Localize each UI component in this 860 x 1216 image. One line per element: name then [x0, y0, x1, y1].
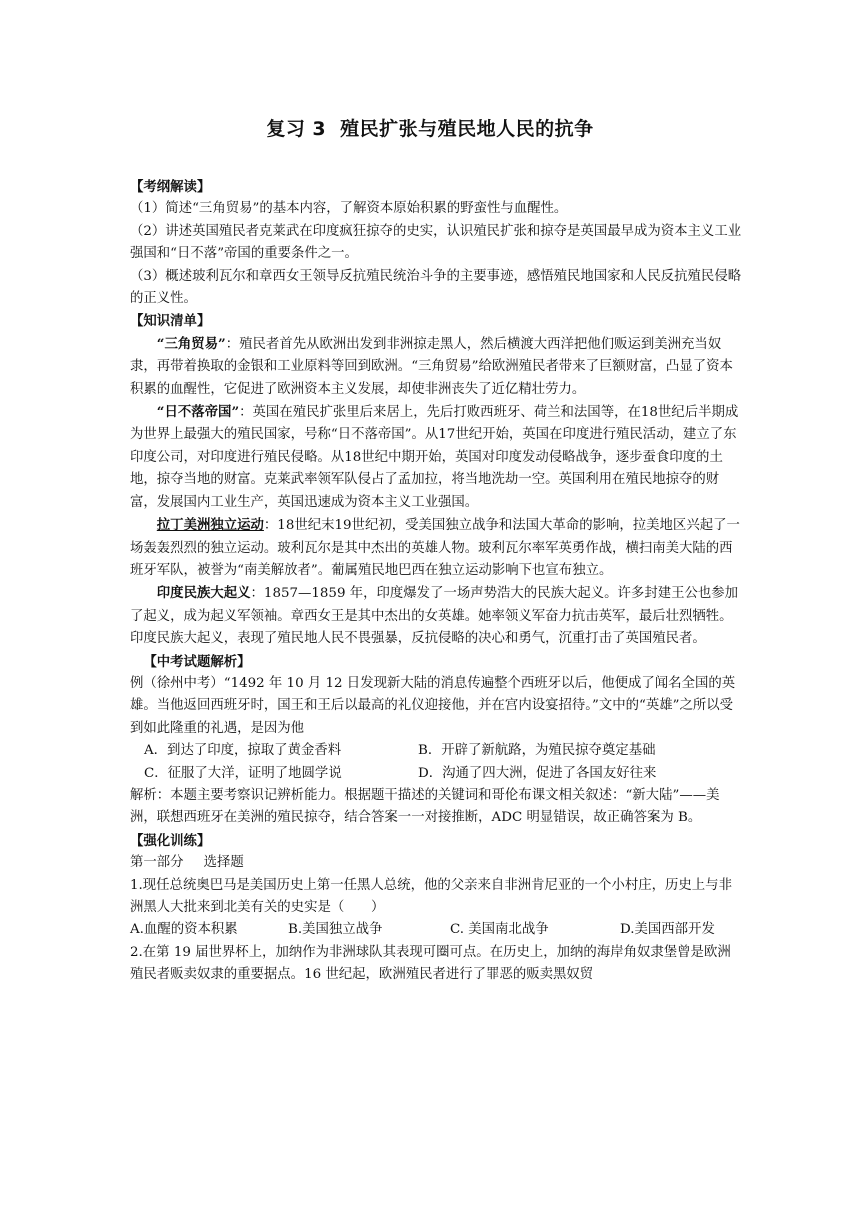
knowledge-term: “日不落帝国”: [156, 404, 240, 421]
option-c: C．征服了大洋，证明了地圆学说: [144, 765, 342, 781]
part-name: 选择题: [203, 855, 244, 871]
section-heading-zhishi: 【知识清单】: [130, 313, 211, 330]
option-row: [130, 740, 742, 762]
knowledge-text: ：1857—1859 年，印度爆发了一场声势浩大的民族大起义。许多封建王公也参加了起义，成为起义军领袖。章西女王是其中杰出的女英雄。她率领义军奋力抗击英军，最后壮烈牺牲。印度民族大起义，表现了殖民地人民不畏强暴，反抗侵略的决心和勇气，沉重打击了英国殖民者。: [130, 586, 739, 647]
part-number: 第一部分: [130, 855, 184, 871]
option-d: D.美国西部开发: [620, 922, 715, 938]
title-text: 殖民扩张与殖民地人民的抗争: [340, 118, 594, 140]
section-heading-qianghua: 【强化训练】: [130, 832, 211, 849]
knowledge-entry: [130, 582, 742, 650]
knowledge-term: 拉丁美洲独立运动: [156, 517, 264, 534]
option-c: C. 美国南北战争: [450, 922, 549, 938]
page-title: [0, 114, 860, 141]
kaogang-item: （2）讲述英国殖民者克莱武在印度疯狂掠夺的史实，认识殖民扩张和掠夺是英国最早成为资本主义工业强国和“日不落”帝国的重要条件之一。: [130, 223, 742, 262]
knowledge-text: ：英国在殖民扩张里后来居上，先后打败西班牙、荷兰和法国等，在18世纪后半期成为世界上最强大的殖民国家，号称“日不落帝国”。从17世纪开始，英国在印度进行殖民活动，建立了东印度公司，对印度进行殖民侵略。从18世纪中期开始，英国对印度发动侵略战争，逐步蚕食印度的土地，掠夺当地的财富。克莱武率领军队侵占了孟加拉，将当地洗劫一空。英国利用在殖民地掠夺的财富，发展国内工业生产，英国迅速成为资本主义工业强国。: [130, 405, 739, 510]
section-heading-kaogang: 【考纲解读】: [130, 179, 211, 195]
kaogang-item: （1）简述“三角贸易”的基本内容，了解资本原始积累的野蛮性与血醒性。: [130, 201, 568, 217]
knowledge-term: “三角贸易”: [156, 335, 226, 352]
exam-question: 例（徐州中考）“1492 年 10 月 12 日发现新大陆的消息传遍整个西班牙以后，他便成了闻名全国的英雄。当他返回西班牙时，国王和王后以最高的礼仪迎接他，并在宫内设宴招待。”文中的“英雄”之所以受到如此隆重的礼遇，是因为他: [130, 675, 736, 736]
option-row: [130, 763, 742, 785]
knowledge-entry: [130, 401, 742, 514]
part-label: [130, 852, 742, 874]
option-d: D．沟通了四大洲，促进了各国友好往来: [418, 765, 657, 781]
knowledge-entry: [130, 333, 742, 401]
knowledge-term: 印度民族大起义: [156, 585, 251, 602]
knowledge-entry: [130, 514, 742, 582]
option-a: A．到达了印度，掠取了黄金香料: [144, 743, 342, 759]
kaogang-item: （3）概述玻利瓦尔和章西女王领导反抗殖民统治斗争的主要事迹，感悟殖民地国家和人民反抗殖民侵略的正义性。: [130, 268, 742, 307]
option-b: B．开辟了新航路，为殖民掠夺奠定基础: [418, 743, 656, 759]
knowledge-text: ：殖民者首先从欧洲出发到非洲掠走黑人，然后横渡大西洋把他们贩运到美洲充当奴隶，再带着换取的金银和工业原料等回到欧洲。“三角贸易”给欧洲殖民者带来了巨额财富，凸显了资本积累的血醒性，它促进了欧洲资本主义发展，却使非洲丧失了近亿精壮劳力。: [130, 336, 733, 397]
exam-analysis: 解析：本题主要考察识记辨析能力。根据题干描述的关键词和哥伦布课文相关叙述：“新大陆”——美洲，联想西班牙在美洲的殖民掠夺，结合答案一一对接推断，ADC 明显错误，故正确答案为 B。: [130, 787, 720, 826]
practice-question-1: 1.现任总统奥巴马是美国历史上第一任黑人总统，他的父亲来自非洲肯尼亚的一个小村庄，历史上与非洲黑人大批来到北美有关的史实是（ ）: [130, 877, 732, 915]
document-body: [130, 176, 742, 987]
option-b: B.美国独立战争: [288, 922, 383, 938]
knowledge-text: ：18世纪末19世纪初，受美国独立战争和法国大革命的影响，拉美地区兴起了一场轰轰烈烈的独立运动。玻利瓦尔是其中杰出的英雄人物。玻利瓦尔率军英勇作战，横扫南美大陆的西班牙军队，被誉为“南美解放者”。葡属殖民地巴西在独立运动影响下也宣布独立。: [130, 518, 740, 578]
section-heading-zhongkao: 【中考试题解析】: [143, 653, 251, 670]
option-a: A.血醒的资本积累: [130, 922, 238, 938]
practice-question-2: 2.在第 19 届世界杯上，加纳作为非洲球队其表现可圈可点。在历史上，加纳的海岸角奴隶堡曾是欧洲殖民者贩卖奴隶的重要据点。16 世纪起，欧洲殖民者进行了罪恶的贩卖黑奴贸: [130, 944, 731, 983]
practice-options-1: [130, 919, 742, 941]
title-number: 复习 3: [266, 118, 327, 140]
